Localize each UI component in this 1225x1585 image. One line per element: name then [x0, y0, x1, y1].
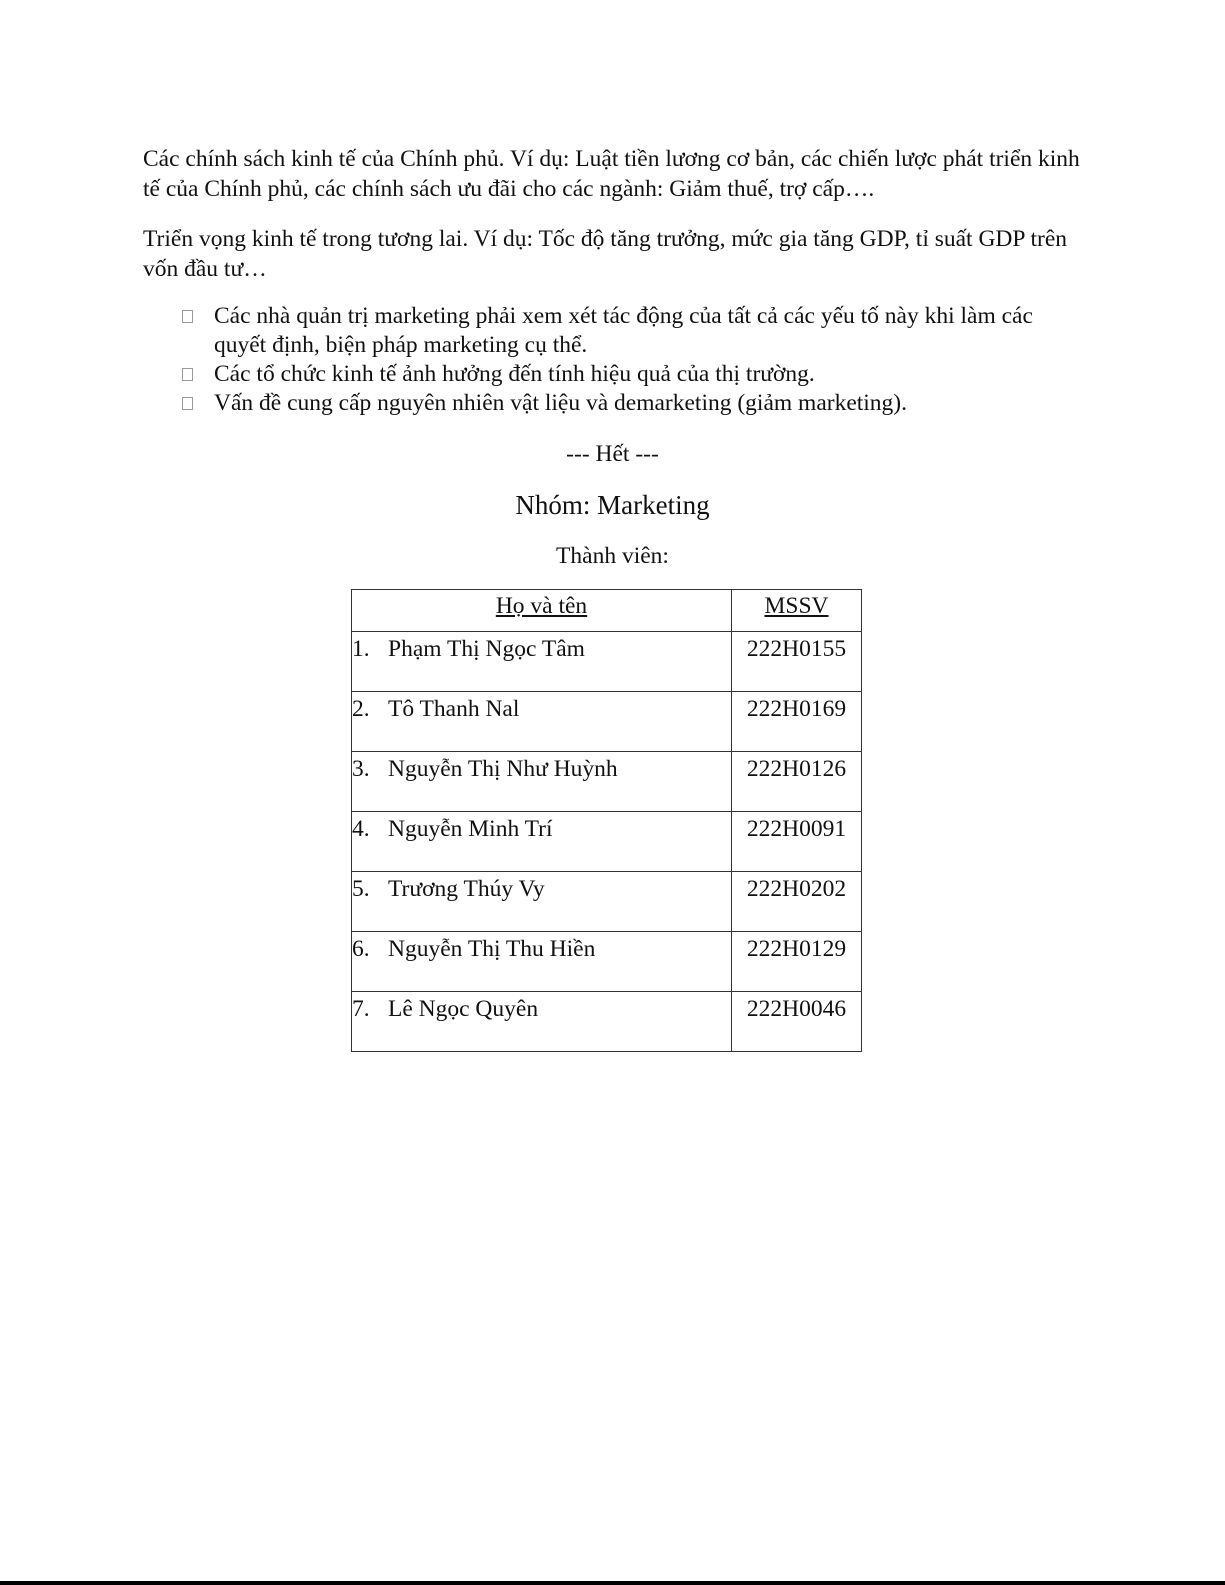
member-name-cell	[352, 992, 732, 1052]
list-item	[180, 302, 1060, 360]
table-row	[352, 752, 862, 812]
member-number: 2.	[352, 696, 370, 722]
member-number: 4.	[352, 816, 370, 842]
member-name-cell	[352, 872, 732, 932]
member-number: 7.	[352, 996, 370, 1022]
bullet-text: Các nhà quản trị marketing phải xem xét tác động của tất cả các yếu tố này khi làm các quyết định, biện pháp marketing cụ thể.	[214, 303, 1033, 358]
table-row	[352, 992, 862, 1052]
header-student-id: MSSV	[732, 590, 862, 632]
member-student-id: 222H0202	[732, 872, 862, 932]
table-row	[352, 692, 862, 752]
member-name: Tô Thanh Nal	[388, 696, 520, 722]
paragraph-economic-outlook: Triển vọng kinh tế trong tương lai. Ví dụ: Tốc độ tăng trưởng, mức gia tăng GDP, tỉ suất GDP trên vốn đầu tư…	[143, 226, 1068, 282]
checkbox-bullet-icon	[182, 310, 193, 323]
table-row	[352, 932, 862, 992]
bullet-text: Vấn đề cung cấp nguyên nhiên vật liệu và demarketing (giảm marketing).	[214, 390, 908, 416]
member-student-id: 222H0129	[732, 932, 862, 992]
table-row	[352, 812, 862, 872]
checkbox-bullet-icon	[182, 397, 193, 410]
member-student-id: 222H0091	[732, 812, 862, 872]
member-number: 1.	[352, 636, 370, 662]
list-item	[180, 360, 1060, 389]
member-number: 6.	[352, 936, 370, 962]
checkbox-bullet-icon	[182, 368, 193, 381]
group-title: Nhóm: Marketing	[515, 490, 710, 520]
member-student-id: 222H0155	[732, 632, 862, 692]
bullet-list	[180, 302, 1060, 418]
member-name: Trương Thúy Vy	[388, 876, 545, 902]
member-name: Nguyễn Thị Như Huỳnh	[388, 756, 618, 782]
member-name-cell	[352, 932, 732, 992]
members-label: Thành viên:	[556, 543, 669, 569]
header-name: Họ và tên	[352, 590, 732, 632]
page-bottom-rule	[0, 1581, 1225, 1585]
member-name: Nguyễn Minh Trí	[388, 816, 553, 842]
bullet-text: Các tổ chức kinh tế ảnh hưởng đến tính hiệu quả của thị trường.	[214, 361, 815, 387]
table-row	[352, 632, 862, 692]
table-header-row	[352, 590, 862, 632]
paragraph-economic-policies: Các chính sách kinh tế của Chính phủ. Ví dụ: Luật tiền lương cơ bản, các chiến lược phát triển kinh tế của Chính phủ, các chính sách ưu đãi cho các ngành: Giảm thuế, trợ cấp….	[143, 146, 1080, 202]
member-student-id: 222H0046	[732, 992, 862, 1052]
member-name: Lê Ngọc Quyên	[388, 996, 539, 1022]
member-name-cell	[352, 692, 732, 752]
member-student-id: 222H0126	[732, 752, 862, 812]
member-number: 5.	[352, 876, 370, 902]
member-number: 3.	[352, 756, 370, 782]
member-student-id: 222H0169	[732, 692, 862, 752]
table-row	[352, 872, 862, 932]
member-name-cell	[352, 812, 732, 872]
member-name-cell	[352, 752, 732, 812]
member-name: Nguyễn Thị Thu Hiền	[388, 936, 596, 962]
end-mark: --- Hết ---	[566, 441, 659, 467]
members-table	[351, 589, 862, 1052]
member-name-cell	[352, 632, 732, 692]
members-table-body	[352, 632, 862, 1052]
member-name: Phạm Thị Ngọc Tâm	[388, 636, 585, 662]
list-item	[180, 389, 1060, 418]
